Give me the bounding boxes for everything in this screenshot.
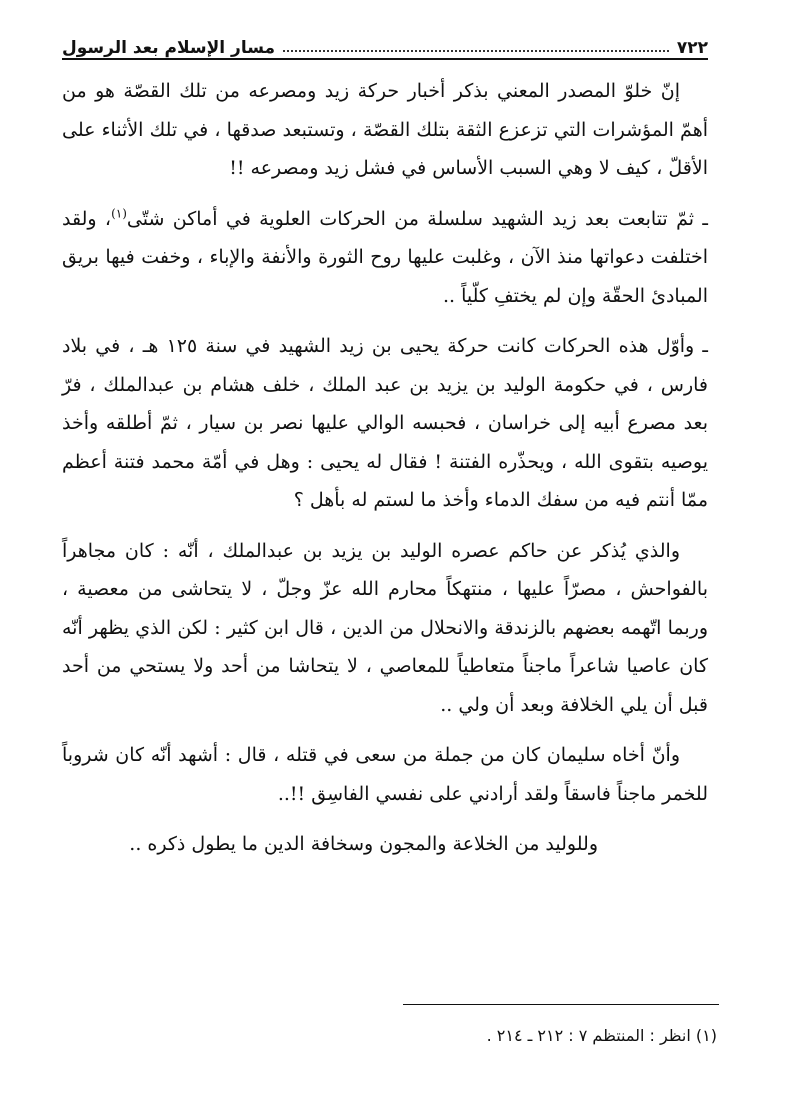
paragraph-3: ـ وأوّل هذه الحركات كانت حركة يحيى بن زيد الشهيد في سنة ١٢٥ هـ ، في بلاد فارس ، في حكومة الوليد بن يزيد بن عبد الملك ، خلف هشام بن عبدالملك ، فرّ بعد مصرع أبيه إلى خراسان ، فحبسه الوالي عليها نصر بن سيار ، ثمّ أطلقه وأخذ يوصيه بتقوى الله ، ويحذّره الفتنة ! فقال له يحيى : وهل في أمّة محمد فتنة أعظم ممّا أنتم فيه من سفك الدماء وأخذ ما لستم له بأهل ؟	[62, 335, 708, 511]
page-number: ٧٢٢	[676, 38, 708, 58]
running-title: مسار الإسلام بعد الرسول	[62, 38, 276, 58]
paragraph-2-part-1: ـ ثمّ تتابعت بعد زيد الشهيد سلسلة من الحركات العلوية في أماكن شتّى	[126, 207, 708, 230]
page-header	[62, 28, 708, 60]
paragraph-2	[62, 200, 708, 316]
paragraph-5: وأنّ أخاه سليمان كان من جملة من سعى في قتله ، قال : أشهد أنّه كان شروباً للخمر ماجناً فاسقاً ولقد أرادني على نفسي الفاسِق !!..	[62, 744, 708, 805]
paragraph-2-part-2: ، ولقد اختلفت دعواتها منذ الآن ، وغلبت عليها روح الثورة والأنفة والإباء ، وخفت فيها بريق المبادئ الحقّة وإن لم يختفِ كلّياً ..	[62, 207, 708, 307]
header-dot-leaders	[283, 50, 669, 52]
paragraph-6: وللوليد من الخلاعة والمجون وسخافة الدين ما يطول ذكره ..	[129, 833, 598, 855]
footnote: (١) انظر : المنتظم ٧ : ٢١٢ ـ ٢١٤ .	[486, 1026, 717, 1045]
paragraph-1: إنّ خلوّ المصدر المعني بذكر أخبار حركة زيد ومصرعه من تلك القصّة هو من أهمّ المؤشرات التي تزعزع الثقة بتلك القصّة ، وتستبعد صدقها ، في تلك الأثناء على الأقلّ ، كيف لا وهي السبب الأساس في فشل زيد ومصرعه !!	[62, 80, 708, 179]
footnote-reference: (١)	[111, 206, 127, 221]
footnote-separator	[403, 1004, 719, 1005]
paragraph-4: والذي يُذكر عن حاكم عصره الوليد بن يزيد بن عبدالملك ، أنّه : كان مجاهراً بالفواحش ، مصرّاً عليها ، منتهكاً محارم الله عزّ وجلّ ، لا يتحاشى من معصية ، وربما اتّهمه بعضهم بالزندقة والانحلال من الدين ، قال ابن كثير : لكن الذي يظهر أنّه كان عاصيا شاعراً ماجناً متعاطياً للمعاصي ، لا يتحاشا من أحد ولا يستحي من أحد قبل أن يلي الخلافة وبعد أن ولي ..	[62, 539, 708, 716]
body-text	[62, 72, 708, 876]
